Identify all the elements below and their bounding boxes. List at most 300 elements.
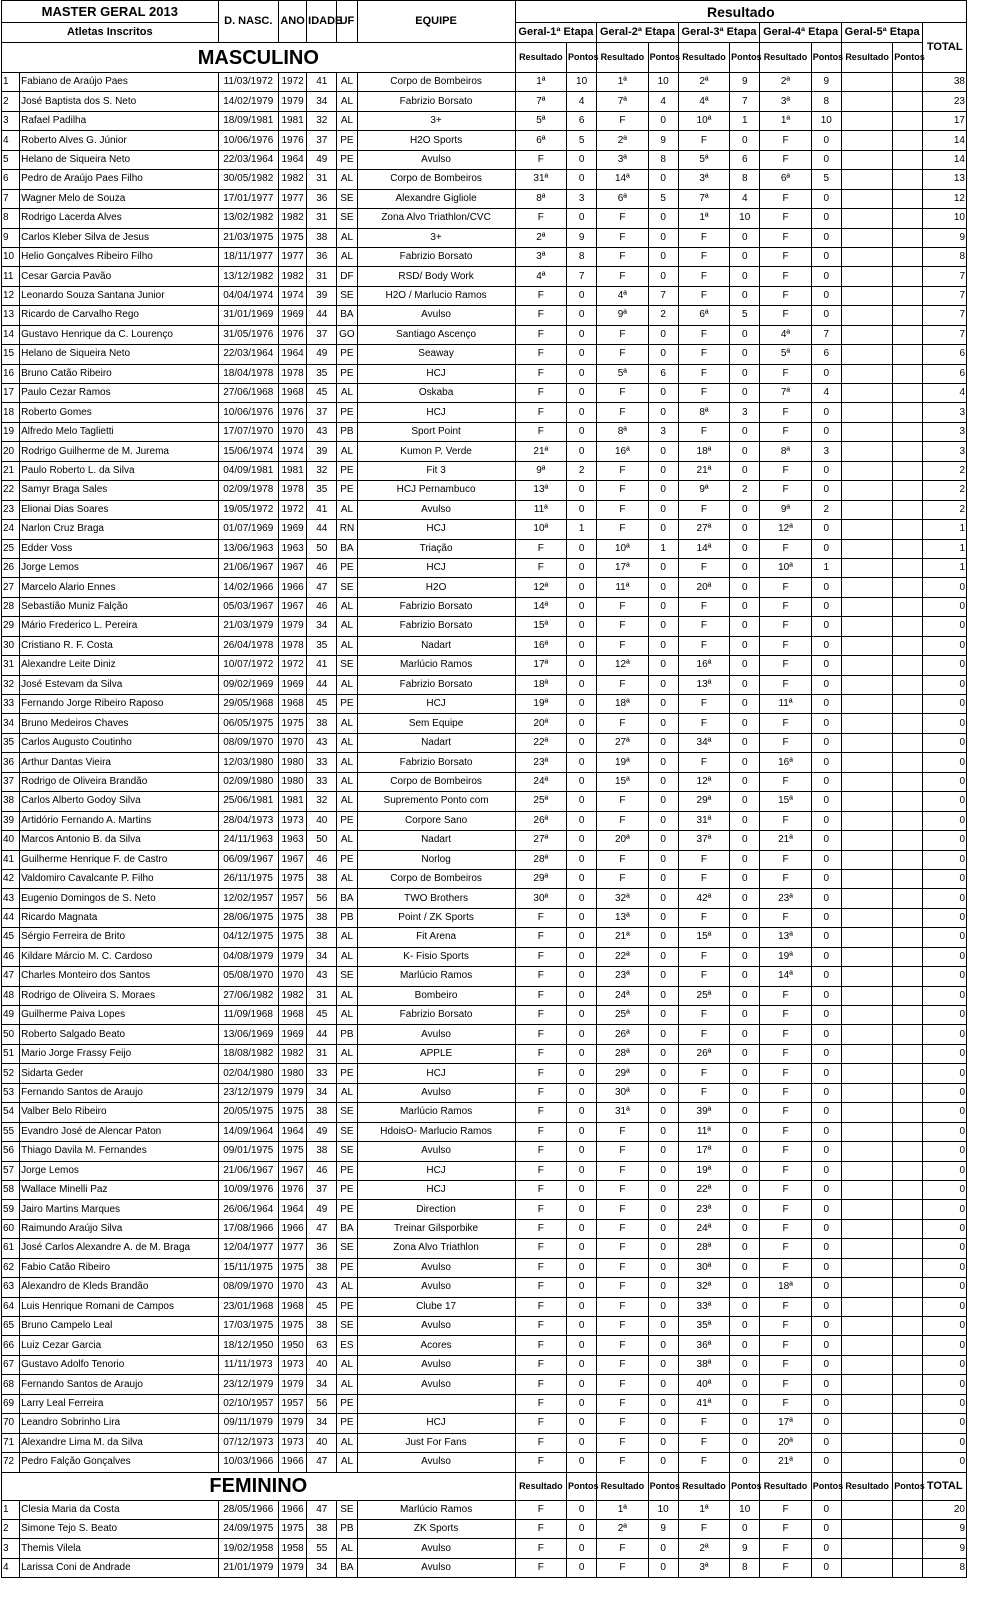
etapa5-result-cell [841,267,892,286]
birth-year-cell: 1975 [278,228,306,247]
etapa1-result-cell: F [515,558,566,577]
etapa5-points-cell [893,170,923,189]
age-cell: 37 [307,131,337,150]
etapa2-result-cell: 21ª [597,928,648,947]
etapa3-points-cell: 0 [730,636,760,655]
birth-year-cell: 1975 [278,1317,306,1336]
etapa3-points-cell: 0 [730,1355,760,1374]
age-cell: 40 [307,1355,337,1374]
birth-date-cell: 15/06/1974 [218,442,278,461]
etapa4-points-cell: 0 [811,1394,841,1413]
etapa4-points-cell: 9 [811,73,841,92]
total-cell: 0 [923,1200,967,1219]
etapa3-result-cell: 2ª [678,1539,729,1558]
etapa2-points-cell: 0 [648,1297,678,1316]
birth-year-cell: 1967 [278,558,306,577]
etapa2-result-cell: 32ª [597,889,648,908]
birth-date-cell: 31/05/1976 [218,325,278,344]
total-cell: 0 [923,967,967,986]
etapa3-points-cell: 0 [730,947,760,966]
athlete-name-cell: Guilherme Henrique F. de Castro [20,850,218,869]
etapa5-result-cell [841,908,892,927]
state-cell: SE [337,1239,357,1258]
etapa2-result-cell: 18ª [597,695,648,714]
state-cell: PE [337,850,357,869]
etapa1-points-cell: 0 [567,869,597,888]
birth-year-cell: 1982 [278,1044,306,1063]
etapa2-result-cell: 3ª [597,150,648,169]
athlete-name-cell: Marcelo Alario Ennes [20,578,218,597]
etapa1-result-cell: F [515,364,566,383]
etapa4-points-cell: 0 [811,675,841,694]
birth-date-cell: 17/08/1966 [218,1219,278,1238]
rank-cell: 70 [2,1414,20,1433]
state-cell: SE [337,209,357,228]
etapa1-points-cell: 0 [567,792,597,811]
rank-cell: 14 [2,325,20,344]
etapa3-result-cell: F [678,384,729,403]
rank-cell: 65 [2,1317,20,1336]
birth-year-cell: 1957 [278,889,306,908]
etapa1-result-cell: F [515,422,566,441]
total-cell: 0 [923,753,967,772]
etapa4-points-cell: 6 [811,345,841,364]
etapa3-result-cell: 31ª [678,811,729,830]
etapa2-points-cell: 0 [648,1317,678,1336]
etapa4-points-cell: 0 [811,267,841,286]
birth-date-cell: 21/06/1967 [218,1161,278,1180]
etapa5-result-cell [841,1336,892,1355]
birth-date-cell: 08/09/1970 [218,733,278,752]
etapa2-result-cell: 26ª [597,1025,648,1044]
age-cell: 38 [307,1258,337,1277]
total-cell: 0 [923,597,967,616]
athlete-name-cell: Helano de Siqueira Neto [20,345,218,364]
etapa3-result-cell: 19ª [678,1161,729,1180]
etapa5-result-cell [841,1519,892,1538]
etapa2-points-cell: 0 [648,1044,678,1063]
etapa4-points-cell: 0 [811,753,841,772]
col-equipe: EQUIPE [357,1,515,43]
total-cell: 0 [923,1142,967,1161]
etapa1-result-cell: F [515,1336,566,1355]
etapa2-result-cell: F [597,1239,648,1258]
etapa2-points-cell: 0 [648,1200,678,1219]
birth-year-cell: 1979 [278,1083,306,1102]
table-row [2,403,967,422]
age-cell: 41 [307,73,337,92]
birth-year-cell: 1966 [278,1453,306,1472]
etapa5-points-cell [893,1044,923,1063]
etapa4-points-cell: 0 [811,1200,841,1219]
etapa2-result-cell: F [597,228,648,247]
team-cell: Alexandre Gigliole [357,189,515,208]
etapa4-points-cell: 0 [811,1336,841,1355]
birth-date-cell: 12/03/1980 [218,753,278,772]
etapa2-points-cell: 0 [648,170,678,189]
etapa2-result-cell: F [597,403,648,422]
birth-year-cell: 1958 [278,1539,306,1558]
etapa3-points-cell: 0 [730,1219,760,1238]
etapa1-result-cell: 5ª [515,111,566,130]
team-cell: Direction [357,1200,515,1219]
rank-cell: 55 [2,1122,20,1141]
etapa2-points-cell: 6 [648,364,678,383]
athlete-name-cell: Fernando Jorge Ribeiro Raposo [20,695,218,714]
etapa5-result-cell [841,1453,892,1472]
etapa5-result-cell [841,1180,892,1199]
birth-date-cell: 27/06/1968 [218,384,278,403]
birth-year-cell: 1974 [278,442,306,461]
etapa4-result-cell: F [760,247,811,266]
state-cell: AL [337,111,357,130]
state-cell: SE [337,656,357,675]
etapa1-points-cell: 0 [567,928,597,947]
age-cell: 39 [307,442,337,461]
birth-date-cell: 14/09/1964 [218,1122,278,1141]
etapa4-points-cell: 0 [811,986,841,1005]
etapa1-points-cell: 0 [567,1064,597,1083]
etapa3-result-cell: 34ª [678,733,729,752]
etapa2-points-cell: 9 [648,131,678,150]
table-row [2,1414,967,1433]
athlete-name-cell: Sidarta Geder [20,1064,218,1083]
etapa3-points-cell: 0 [730,1375,760,1394]
rank-cell: 20 [2,442,20,461]
table-row [2,1025,967,1044]
etapa4-result-cell: F [760,1142,811,1161]
team-cell: Avulso [357,150,515,169]
rank-cell: 61 [2,1239,20,1258]
etapa3-result-cell: F [678,908,729,927]
birth-year-cell: 1981 [278,111,306,130]
etapa3-points-cell: 0 [730,772,760,791]
team-cell: 3+ [357,228,515,247]
rank-cell: 3 [2,1539,20,1558]
etapa5-points-cell [893,947,923,966]
etapa3-points-cell: 4 [730,189,760,208]
etapa4-result-cell: F [760,1064,811,1083]
etapa4-result-cell: F [760,811,811,830]
age-cell: 44 [307,520,337,539]
table-row [2,442,967,461]
etapa5-result-cell [841,1414,892,1433]
state-cell: BA [337,1558,357,1577]
birth-year-cell: 1972 [278,500,306,519]
etapa5-points-cell [893,1064,923,1083]
etapa5-points-cell [893,1083,923,1102]
athlete-name-cell: Fabio Catão Ribeiro [20,1258,218,1277]
team-cell: Fabrizio Borsato [357,92,515,111]
sheet-subtitle: Atletas Inscritos [2,23,219,43]
team-cell: Avulso [357,1539,515,1558]
total-cell: 9 [923,1519,967,1538]
etapa4-points-cell: 0 [811,928,841,947]
age-cell: 43 [307,422,337,441]
birth-date-cell: 12/04/1977 [218,1239,278,1258]
team-cell: Fabrizio Borsato [357,1006,515,1025]
etapa3-result-cell: F [678,267,729,286]
etapa3-result-cell: F [678,1083,729,1102]
state-cell: PE [337,481,357,500]
etapa5-result-cell [841,150,892,169]
etapa5-result-cell [841,1122,892,1141]
etapa5-points-cell [893,558,923,577]
birth-year-cell: 1967 [278,850,306,869]
table-header [2,1,967,73]
rank-cell: 37 [2,772,20,791]
etapa2-result-cell: F [597,1539,648,1558]
birth-year-cell: 1957 [278,1394,306,1413]
athlete-name-cell: Luiz Cezar Garcia [20,1336,218,1355]
table-row [2,558,967,577]
etapa3-points-cell: 0 [730,714,760,733]
rank-cell: 10 [2,247,20,266]
etapa5-result-cell [841,675,892,694]
table-row [2,286,967,305]
etapa5-result-cell [841,1161,892,1180]
etapa2-points-cell: 0 [648,1025,678,1044]
birth-year-cell: 1981 [278,461,306,480]
etapa1-result-cell: F [515,1142,566,1161]
table-row [2,131,967,150]
athlete-name-cell: Cristiano R. F. Costa [20,636,218,655]
birth-year-cell: 1967 [278,597,306,616]
state-cell: AL [337,597,357,616]
birth-year-cell: 1969 [278,675,306,694]
state-cell: AL [337,1375,357,1394]
rank-cell: 60 [2,1219,20,1238]
athlete-name-cell: Leandro Sobrinho Lira [20,1414,218,1433]
etapa3-points-cell: 1 [730,111,760,130]
etapa2-result-cell: F [597,850,648,869]
state-cell: AL [337,947,357,966]
etapa1-points-cell: 0 [567,1500,597,1519]
team-cell: Clube 17 [357,1297,515,1316]
etapa5-result-cell [841,247,892,266]
table-row [2,675,967,694]
etapa4-points-cell: 4 [811,384,841,403]
etapa1-points-cell: 0 [567,811,597,830]
state-cell: AL [337,73,357,92]
etapa1-points-cell: 9 [567,228,597,247]
rank-cell: 48 [2,986,20,1005]
athlete-name-cell: Fabiano de Araújo Paes [20,73,218,92]
etapa3-points-cell: 0 [730,695,760,714]
etapa3-result-cell: F [678,617,729,636]
age-cell: 34 [307,947,337,966]
age-cell: 38 [307,1142,337,1161]
etapa3-result-cell: F [678,325,729,344]
etapa1-points-cell: 0 [567,1355,597,1374]
birth-date-cell: 02/10/1957 [218,1394,278,1413]
etapa2-points-cell: 0 [648,675,678,694]
etapa5-points-cell [893,1239,923,1258]
team-cell: Avulso [357,1142,515,1161]
sub-pontos: Pontos [648,1472,678,1500]
etapa1-points-cell: 0 [567,967,597,986]
etapa2-result-cell: F [597,597,648,616]
etapa5-result-cell [841,325,892,344]
team-cell: HCJ [357,695,515,714]
total-cell: 13 [923,170,967,189]
etapa5-points-cell [893,1558,923,1577]
birth-date-cell: 18/08/1982 [218,1044,278,1063]
table-row [2,150,967,169]
etapa4-points-cell: 0 [811,520,841,539]
etapa1-result-cell: F [515,384,566,403]
etapa1-result-cell: F [515,1539,566,1558]
birth-year-cell: 1968 [278,384,306,403]
sub-pontos: Pontos [893,43,923,73]
etapa3-points-cell: 0 [730,1006,760,1025]
etapa2-result-cell: 22ª [597,947,648,966]
etapa1-result-cell: F [515,1103,566,1122]
team-cell: Just For Fans [357,1433,515,1452]
sub-resultado: Resultado [760,43,811,73]
state-cell: AL [337,1006,357,1025]
etapa5-result-cell [841,345,892,364]
etapa1-points-cell: 0 [567,1239,597,1258]
etapa2-result-cell: 24ª [597,986,648,1005]
etapa4-points-cell: 0 [811,831,841,850]
total-cell: 0 [923,1375,967,1394]
etapa5-result-cell [841,1103,892,1122]
athlete-name-cell: Larissa Coni de Andrade [20,1558,218,1577]
birth-year-cell: 1977 [278,1239,306,1258]
col-dnasc: D. NASC. [218,1,278,43]
birth-date-cell: 09/11/1979 [218,1414,278,1433]
team-cell: Zona Alvo Triathlon/CVC [357,209,515,228]
etapa5-result-cell [841,539,892,558]
etapa5-points-cell [893,831,923,850]
state-cell: AL [337,1433,357,1452]
etapa4-result-cell: F [760,578,811,597]
etapa5-points-cell [893,869,923,888]
etapa5-points-cell [893,539,923,558]
athlete-name-cell: Bruno Catão Ribeiro [20,364,218,383]
rank-cell: 49 [2,1006,20,1025]
athlete-name-cell: Fernando Santos de Araujo [20,1375,218,1394]
state-cell: BA [337,306,357,325]
birth-year-cell: 1982 [278,209,306,228]
etapa2-result-cell: 31ª [597,1103,648,1122]
etapa3-points-cell: 0 [730,1317,760,1336]
table-row [2,539,967,558]
age-cell: 37 [307,325,337,344]
rank-cell: 50 [2,1025,20,1044]
birth-year-cell: 1975 [278,1519,306,1538]
age-cell: 32 [307,792,337,811]
total-cell: 0 [923,1297,967,1316]
age-cell: 47 [307,1219,337,1238]
birth-year-cell: 1966 [278,578,306,597]
etapa1-result-cell: 1ª [515,73,566,92]
team-cell: Marlúcio Ramos [357,656,515,675]
etapa1-points-cell: 10 [567,73,597,92]
etapa4-result-cell: F [760,150,811,169]
team-cell: Fit Arena [357,928,515,947]
etapa3-points-cell: 0 [730,597,760,616]
sub-pontos: Pontos [730,43,760,73]
etapa4-points-cell: 0 [811,1500,841,1519]
state-cell: AL [337,636,357,655]
athlete-name-cell: Roberto Alves G. Júnior [20,131,218,150]
etapa3-result-cell: F [678,597,729,616]
table-row [2,889,967,908]
total-cell: 1 [923,520,967,539]
sub-resultado: Resultado [515,1472,566,1500]
table-row [2,111,967,130]
etapa1-points-cell: 0 [567,733,597,752]
etapa2-points-cell: 0 [648,714,678,733]
etapa2-result-cell: F [597,1355,648,1374]
athlete-name-cell: Jairo Martins Marques [20,1200,218,1219]
etapa4-result-cell: F [760,850,811,869]
etapa1-result-cell: 14ª [515,597,566,616]
rank-cell: 1 [2,1500,20,1519]
team-cell: Kumon P. Verde [357,442,515,461]
table-row [2,1297,967,1316]
etapa3-points-cell: 10 [730,1500,760,1519]
total-cell: 3 [923,403,967,422]
etapa1-result-cell: F [515,1433,566,1452]
rank-cell: 31 [2,656,20,675]
etapa1-result-cell: F [515,1219,566,1238]
etapa5-result-cell [841,656,892,675]
etapa1-result-cell: F [515,1044,566,1063]
etapa1-result-cell: 26ª [515,811,566,830]
etapa1-result-cell: 25ª [515,792,566,811]
rank-cell: 72 [2,1453,20,1472]
etapa5-points-cell [893,520,923,539]
athlete-name-cell: Carlos Augusto Coutinho [20,733,218,752]
table-row [2,1064,967,1083]
etapa5-points-cell [893,1180,923,1199]
birth-year-cell: 1980 [278,1064,306,1083]
team-cell: Avulso [357,1453,515,1472]
etapa1-result-cell: F [515,1161,566,1180]
etapa2-result-cell: F [597,111,648,130]
etapa4-points-cell: 0 [811,1219,841,1238]
table-row [2,636,967,655]
etapa2-points-cell: 0 [648,869,678,888]
etapa4-points-cell: 0 [811,772,841,791]
team-cell: APPLE [357,1044,515,1063]
etapa5-points-cell [893,1539,923,1558]
age-cell: 56 [307,1394,337,1413]
etapa1-result-cell: F [515,1317,566,1336]
birth-date-cell: 14/02/1966 [218,578,278,597]
team-cell: Avulso [357,1355,515,1374]
etapa2-points-cell: 10 [648,1500,678,1519]
masculino-rows [2,73,967,1473]
rank-cell: 39 [2,811,20,830]
etapa5-points-cell [893,928,923,947]
birth-date-cell: 08/09/1970 [218,1278,278,1297]
birth-date-cell: 24/09/1975 [218,1519,278,1538]
athlete-name-cell: Arthur Dantas Vieira [20,753,218,772]
table-row [2,92,967,111]
state-cell: PE [337,461,357,480]
birth-date-cell: 02/09/1980 [218,772,278,791]
etapa-4-header: Geral-4ª Etapa [760,23,842,43]
etapa4-points-cell: 0 [811,967,841,986]
team-cell: Marlúcio Ramos [357,1103,515,1122]
age-cell: 35 [307,481,337,500]
etapa1-points-cell: 0 [567,656,597,675]
etapa3-points-cell: 0 [730,228,760,247]
